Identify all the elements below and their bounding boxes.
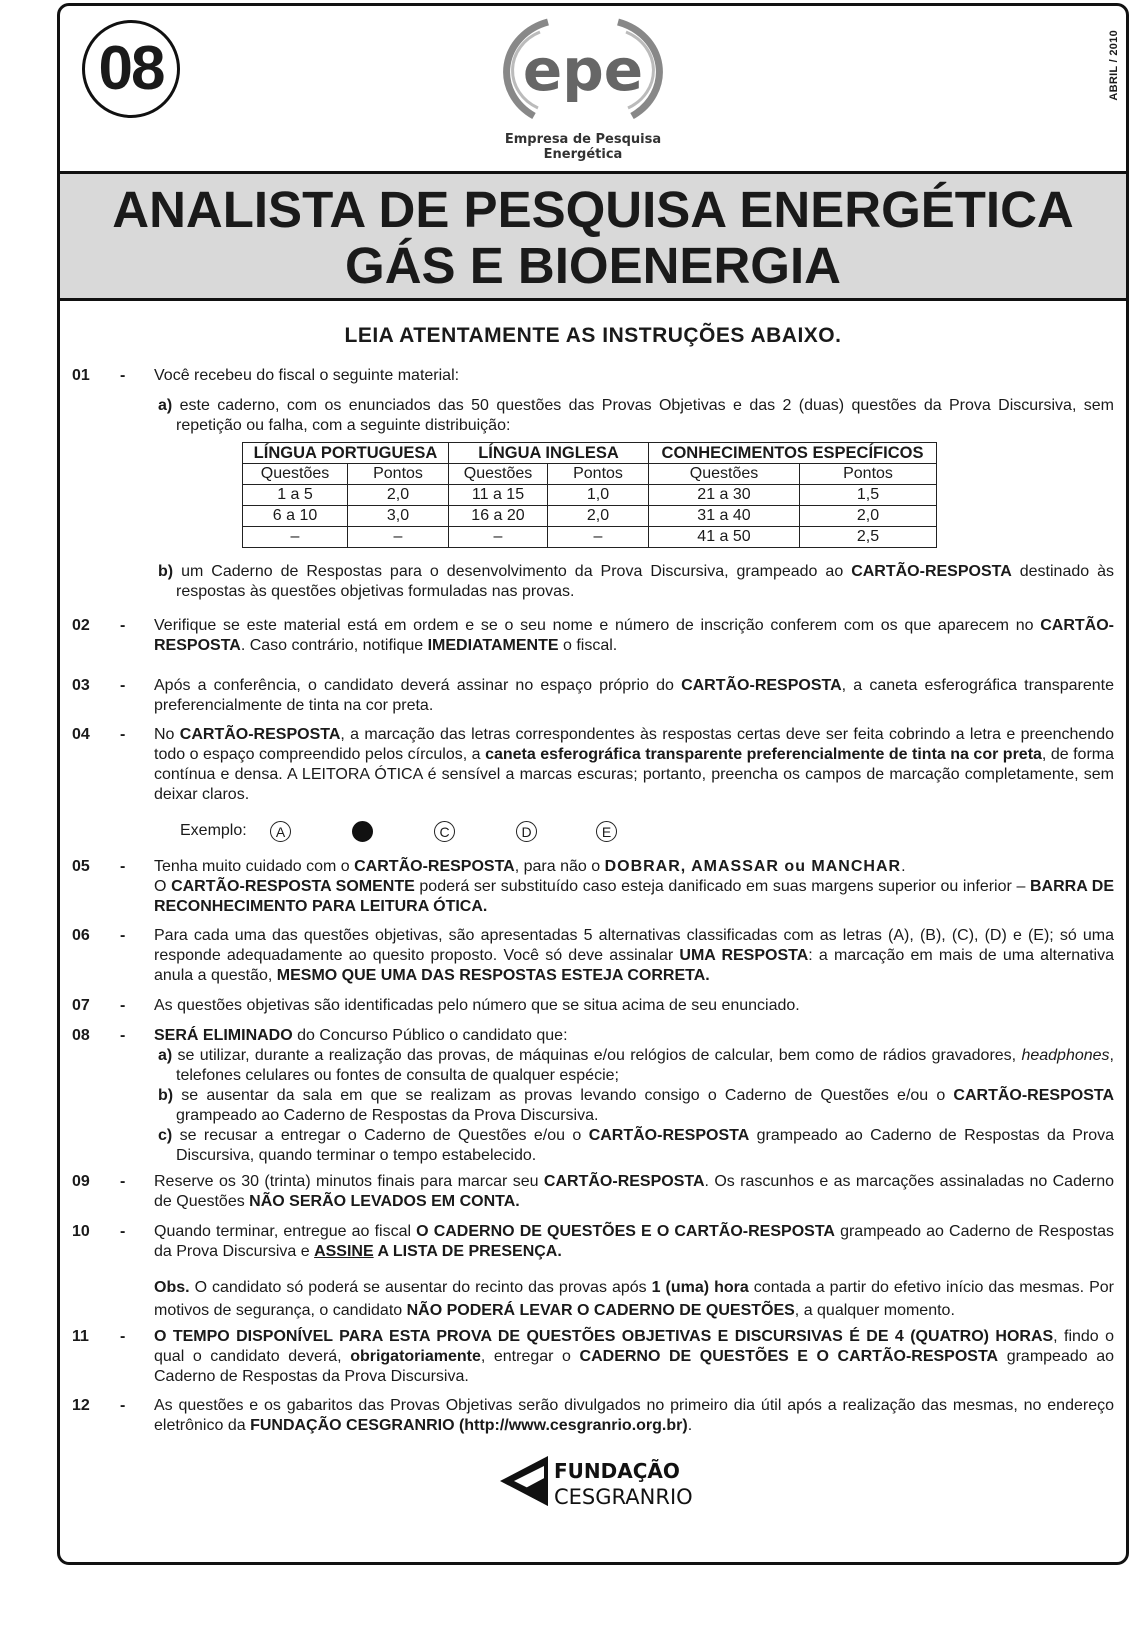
example-label: Exemplo: bbox=[180, 822, 247, 839]
instruction-01-a: a) este caderno, com os enunciados das 50 questões das Provas Objetivas e das 2 (duas) questões da Prova Discursiva, sem repetição ou falha, com a seguinte distribuição: bbox=[158, 397, 1114, 434]
table-group-header: CONHECIMENTOS ESPECÍFICOS bbox=[649, 443, 937, 464]
title-line-2: GÁS E BIOENERGIA bbox=[345, 237, 841, 294]
brand-subtitle: Empresa de Pesquisa Energética bbox=[504, 132, 662, 162]
instruction-08-a: a) se utilizar, durante a realização das provas, de máquinas e/ou relógios de calcular, bem como de rádios gravadores, headphones, telefones celulares ou fontes de consulta de qualquer espécie; bbox=[158, 1047, 1114, 1084]
item-number: 01 bbox=[72, 367, 90, 384]
instruction-01-b: b) um Caderno de Respostas para o desenvolvimento da Prova Discursiva, grampeado ao CARTÃO-RESPOSTA destinado às respostas às questões objetivas formuladas nas provas. bbox=[158, 563, 1114, 600]
footer-line-2: CESGRANRIO bbox=[554, 1485, 693, 1509]
item-number: 10 bbox=[72, 1223, 90, 1240]
item-number: 06 bbox=[72, 927, 90, 944]
instruction-01 bbox=[72, 366, 1114, 602]
page-frame bbox=[57, 3, 1129, 1565]
cesgranrio-arrow-icon bbox=[498, 1454, 693, 1514]
date-stamp: ABRIL / 2010 bbox=[1108, 30, 1120, 101]
exam-number-badge: 08 bbox=[82, 20, 180, 118]
table-group-header: LÍNGUA PORTUGUESA bbox=[243, 443, 449, 464]
footer-line-1: FUNDAÇÃO bbox=[554, 1459, 680, 1483]
instruction-text: Reserve os 30 (trinta) minutos finais para marcar seu CARTÃO-RESPOSTA. Os rascunhos e as marcações assinaladas no Caderno de Questões NÃO SERÃO LEVADOS EM CONTA. bbox=[154, 1173, 1115, 1210]
item-number: 12 bbox=[72, 1397, 90, 1414]
table-row: – – – – 41 a 50 2,5 bbox=[243, 527, 937, 548]
epe-logo-icon bbox=[478, 16, 688, 128]
item-number: 09 bbox=[72, 1173, 90, 1190]
instructions-heading: LEIA ATENTAMENTE AS INSTRUÇÕES ABAIXO. bbox=[344, 324, 842, 347]
instruction-08-c: c) se recusar a entregar o Caderno de Questões e/ou o CARTÃO-RESPOSTA grampeado ao Caderno de Respostas da Prova Discursiva, quando terminar o tempo estabelecido. bbox=[158, 1127, 1115, 1164]
bubble-b-filled bbox=[352, 821, 373, 842]
distribution-table bbox=[242, 442, 937, 548]
header bbox=[60, 6, 1126, 171]
table-row: 6 a 10 3,0 16 a 20 2,0 31 a 40 2,0 bbox=[243, 506, 937, 527]
item-dash: - bbox=[120, 367, 126, 384]
bubble-a: A bbox=[270, 821, 291, 842]
instruction-text: No CARTÃO-RESPOSTA, a marcação das letras correspondentes às respostas certas deve ser feita cobrindo a letra e preenchendo todo o espaço compreendido pelos círculos, a caneta esferográfica transparente preferencialmente de tinta na cor preta, de forma contínua e densa. A LEITORA ÓTICA é sensível a marcas escuras; portanto, preencha os campos de marcação completamente, sem deixar claros. bbox=[154, 726, 1115, 803]
brand-wordmark: epe bbox=[522, 36, 644, 104]
item-number: 11 bbox=[72, 1328, 89, 1345]
title-band bbox=[60, 171, 1126, 301]
item-number: 07 bbox=[72, 997, 90, 1014]
instructions bbox=[60, 308, 1126, 1434]
instruction-10: 10 - Quando terminar, entregue ao fiscal O CADERNO DE QUESTÕES E O CARTÃO-RESPOSTA grampeado ao Caderno de Respostas da Prova Discursiva e ASSINE A LISTA DE PRESENÇA. Obs. O candidato só poderá se ausentar do recinto das provas após 1 (uma) hora contada a partir do efetivo início das mesmas. Por motivos de segurança, o candidato NÃO PODERÁ LEVAR O CADERNO DE QUESTÕES, a qualquer momento. bbox=[72, 1222, 1114, 1322]
instruction-08: 08 - SERÁ ELIMINADO do Concurso Público o candidato que: a) se utilizar, durante a realização das provas, de máquinas e/ou relógios de calcular, bem como de rádios gravadores, headphones, telefones celulares ou fontes de consulta de qualquer espécie; b) se ausentar da sala em que se realizam as provas levando consigo o Caderno de Questões e/ou o CARTÃO-RESPOSTA grampeado ao Caderno de Respostas da Prova Discursiva. c) se recusar a entregar o Caderno de Questões e/ou o CARTÃO-RESPOSTA grampeado ao Caderno de Respostas da Prova Discursiva, quando terminar o tempo estabelecido. bbox=[72, 1027, 1115, 1164]
instruction-text: SERÁ ELIMINADO do Concurso Público o candidato que: bbox=[154, 1027, 568, 1044]
instruction-04: 04 - No CARTÃO-RESPOSTA, a marcação das letras correspondentes às respostas certas deve ser feita cobrindo a letra e preenchendo todo o espaço compreendido pelos círculos, a caneta esferográfica transparente preferencialmente de tinta na cor preta, de forma contínua e densa. A LEITORA ÓTICA é sensível a marcas escuras; portanto, preencha os campos de marcação completamente, sem deixar claros. Exemplo: A C D E bbox=[72, 725, 1114, 857]
instruction-text: As questões objetivas são identificadas pelo número que se situa acima de seu enunciado. bbox=[154, 997, 800, 1014]
item-number: 05 bbox=[72, 858, 90, 875]
instruction-02: 02 - Verifique se este material está em ordem e se o seu nome e número de inscrição conferem com os que aparecem no CARTÃO-RESPOSTA. Caso contrário, notifique IMEDIATAMENTE o fiscal. bbox=[72, 617, 1114, 654]
item-number: 04 bbox=[72, 726, 90, 743]
instruction-text: Após a conferência, o candidato deverá assinar no espaço próprio do CARTÃO-RESPOSTA, a caneta esferográfica transparente preferencialmente de tinta na cor preta. bbox=[154, 677, 1114, 714]
bubble-d: D bbox=[516, 821, 537, 842]
cesgranrio-logo bbox=[498, 1454, 693, 1514]
instruction-text: Para cada uma das questões objetivas, são apresentadas 5 alternativas classificadas com as letras (A), (B), (C), (D) e (E); só uma responde adequadamente ao quesito proposto. Você só deve assinalar UMA RESPOSTA: a marcação em mais de uma alternativa anula a questão, MESMO QUE UMA DAS RESPOSTAS ESTEJA CORRETA. bbox=[154, 927, 1114, 984]
instruction-03: 03 - Após a conferência, o candidato deverá assinar no espaço próprio do CARTÃO-RESPOSTA, a caneta esferográfica transparente preferencialmente de tinta na cor preta. bbox=[72, 677, 1114, 714]
observation: Obs. O candidato só poderá se ausentar do recinto das provas após 1 (uma) hora contada a partir do efetivo início das mesmas. Por motivos de segurança, o candidato NÃO PODERÁ LEVAR O CADERNO DE QUESTÕES, a qualquer momento. bbox=[154, 1279, 1114, 1319]
instruction-text: Você recebeu do fiscal o seguinte material: bbox=[154, 367, 460, 384]
table-group-header: LÍNGUA INGLESA bbox=[449, 443, 649, 464]
item-number: 02 bbox=[72, 617, 90, 634]
instruction-11: 11 - O TEMPO DISPONÍVEL PARA ESTA PROVA DE QUESTÕES OBJETIVAS E DISCURSIVAS É DE 4 (QUATRO) HORAS, findo o qual o candidato deverá, obrigatoriamente, entregar o CADERNO DE QUESTÕES E O CARTÃO-RESPOSTA grampeado ao Caderno de Respostas da Prova Discursiva. bbox=[72, 1328, 1115, 1385]
instruction-12: 12 - As questões e os gabaritos das Provas Objetivas serão divulgados no primeiro dia útil após a realização das mesmas, no endereço eletrônico da FUNDAÇÃO CESGRANRIO (http://www.cesgranrio.org.br). bbox=[72, 1397, 1114, 1434]
bubble-c: C bbox=[434, 821, 455, 842]
item-number: 03 bbox=[72, 677, 90, 694]
instruction-06: 06 - Para cada uma das questões objetivas, são apresentadas 5 alternativas classificadas com as letras (A), (B), (C), (D) e (E); só uma responde adequadamente ao quesito proposto. Você só deve assinalar UMA RESPOSTA: a marcação em mais de uma alternativa anula a questão, MESMO QUE UMA DAS RESPOSTAS ESTEJA CORRETA. bbox=[72, 927, 1114, 984]
instruction-07: 07 - As questões objetivas são identificadas pelo número que se situa acima de seu enunciado. bbox=[72, 996, 1114, 1016]
instruction-09: 09 - Reserve os 30 (trinta) minutos finais para marcar seu CARTÃO-RESPOSTA. Os rascunhos e as marcações assinaladas no Caderno de Questões NÃO SERÃO LEVADOS EM CONTA. bbox=[72, 1173, 1115, 1210]
instruction-text: Tenha muito cuidado com o CARTÃO-RESPOSTA, para não o DOBRAR, AMASSAR ou MANCHAR. O CARTÃO-RESPOSTA SOMENTE poderá ser substituído caso esteja danificado em suas margens superior ou inferior – BARRA DE RECONHECIMENTO PARA LEITURA ÓTICA. bbox=[154, 858, 1115, 915]
instruction-text: Quando terminar, entregue ao fiscal O CADERNO DE QUESTÕES E O CARTÃO-RESPOSTA grampeado ao Caderno de Respostas da Prova Discursiva e ASSINE A LISTA DE PRESENÇA. bbox=[154, 1223, 1115, 1260]
table-row: 1 a 5 2,0 11 a 15 1,0 21 a 30 1,5 bbox=[243, 485, 937, 506]
instruction-text: O TEMPO DISPONÍVEL PARA ESTA PROVA DE QUESTÕES OBJETIVAS E DISCURSIVAS É DE 4 (QUATRO) HORAS, findo o qual o candidato deverá, obrigatoriamente, entregar o CADERNO DE QUESTÕES E O CARTÃO-RESPOSTA grampeado ao Caderno de Respostas da Prova Discursiva. bbox=[154, 1328, 1115, 1385]
table-subheader-row: Questões Pontos Questões Pontos Questões Pontos bbox=[243, 464, 937, 485]
item-number: 08 bbox=[72, 1027, 90, 1044]
instruction-08-b: b) se ausentar da sala em que se realizam as provas levando consigo o Caderno de Questões e/ou o CARTÃO-RESPOSTA grampeado ao Caderno de Respostas da Prova Discursiva. bbox=[158, 1087, 1114, 1124]
instruction-text: Verifique se este material está em ordem e se o seu nome e número de inscrição conferem com os que aparecem no CARTÃO-RESPOSTA. Caso contrário, notifique IMEDIATAMENTE o fiscal. bbox=[154, 617, 1114, 654]
bubble-e: E bbox=[596, 821, 617, 842]
marking-example bbox=[72, 821, 1114, 857]
instruction-05: 05 - Tenha muito cuidado com o CARTÃO-RESPOSTA, para não o DOBRAR, AMASSAR ou MANCHAR. O CARTÃO-RESPOSTA SOMENTE poderá ser substituído caso esteja danificado em suas margens superior ou inferior – BARRA DE RECONHECIMENTO PARA LEITURA ÓTICA. bbox=[72, 858, 1115, 915]
epe-logo bbox=[478, 16, 688, 166]
instruction-text: As questões e os gabaritos das Provas Objetivas serão divulgados no primeiro dia útil após a realização das mesmas, no endereço eletrônico da FUNDAÇÃO CESGRANRIO (http://www.cesgranrio.org.br). bbox=[154, 1397, 1114, 1434]
title-line-1: ANALISTA DE PESQUISA ENERGÉTICA bbox=[112, 181, 1074, 238]
